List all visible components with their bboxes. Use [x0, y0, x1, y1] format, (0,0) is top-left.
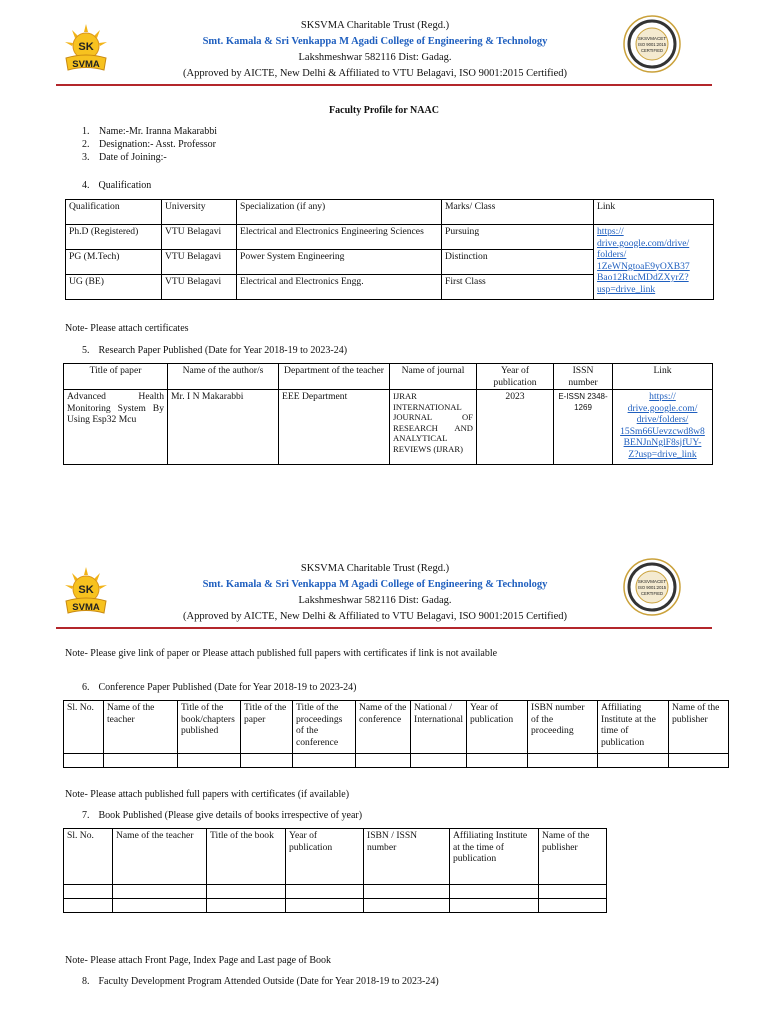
paper-link-cell[interactable]	[613, 390, 713, 465]
table-row	[64, 885, 607, 899]
research-table	[63, 363, 713, 465]
col-author: Name of the author/s	[168, 364, 279, 390]
qualification-heading: 4. Qualification	[82, 180, 152, 191]
note-full-papers: Note- Please attach published full papers with certificates (if available)	[65, 789, 350, 800]
note-book-pages: Note- Please attach Front Page, Index Page and Last page of Book	[65, 955, 332, 966]
col-year: Year of publication	[477, 364, 554, 390]
table-row	[64, 390, 713, 465]
col-title: Title of paper	[64, 364, 168, 390]
trust-name: SKSVMA Charitable Trust (Regd.)	[300, 563, 450, 574]
iso-seal-icon	[622, 14, 682, 74]
paper-title: Advanced Health Monitoring System By Using Esp32 Mcu	[64, 390, 168, 465]
approval-line: (Approved by AICTE, New Delhi & Affiliated to VTU Belagavi, ISO 9001:2015 Certified)	[183, 611, 567, 622]
paper-author: Mr. I N Makarabbi	[168, 390, 279, 465]
col-link: Link	[613, 364, 713, 390]
drive-link[interactable]: https:// drive.google.com/drive/ folders/ 1ZeWNgtoaE9yOXB37 Bao12RucMDdZXyrZ? usp=drive_link	[597, 226, 690, 295]
col-issn: ISSN number	[554, 364, 613, 390]
header-divider	[56, 627, 712, 629]
college-logo-icon	[62, 565, 110, 617]
svg-text:CERTIFIED: CERTIFIED	[640, 591, 664, 596]
svg-text:SVMA: SVMA	[72, 602, 100, 613]
paper-drive-link[interactable]: https:// drive.google.com/ drive/folders/ 15Sm66Uevzcwd8w8 BENJnNglF8sjfUY- Z?usp=drive_link	[620, 391, 705, 460]
table-row: PG (M.Tech) VTU Belagavi Power System Engineering Distinction	[66, 250, 714, 275]
profile-joining: Date of Joining:-	[99, 152, 167, 163]
college-address: Lakshmeshwar 582116 Dist: Gadag.	[298, 52, 452, 63]
book-table: Sl. No. Name of the teacher Title of the book Year of publication ISBN / ISSN number Affiliating Institute at the time of publication Name of the publisher	[63, 828, 607, 913]
table-row	[64, 899, 607, 913]
col-specialization: Specialization (if any)	[237, 200, 442, 225]
logo-top-text: SK	[78, 41, 94, 53]
paper-journal: IJRAR INTERNATIONAL JOURNAL OF RESEARCH AND ANALYTICAL REVIEWS (IJRAR)	[390, 390, 477, 465]
conference-table: Sl. No. Name of the teacher Title of the book/chapters published Title of the paper Title of the proceedings of the conference Name of the conference National / International Year of publication ISBN number of the proceeding Affiliating Institute at the time of publication Name of the publisher	[63, 700, 729, 768]
research-heading: 5. Research Paper Published (Date for Year 2018-19 to 2023-24)	[82, 345, 348, 356]
paper-issn: E-ISSN 2348-1269	[554, 390, 613, 465]
logo-bottom-text: SVMA	[72, 59, 100, 70]
trust-name: SKSVMA Charitable Trust (Regd.)	[300, 20, 450, 31]
seal-line-3: CERTIFIED	[640, 48, 664, 53]
seal-line-2: ISO 9001:2015	[637, 42, 667, 47]
doc-title: Faculty Profile for NAAC	[329, 105, 439, 116]
col-journal: Name of journal	[390, 364, 477, 390]
svg-text:SKSVMACET: SKSVMACET	[637, 579, 667, 584]
college-name: Smt. Kamala & Sri Venkappa M Agadi College of Engineering & Technology	[202, 36, 548, 47]
profile-name: Name:-Mr. Iranna Makarabbi	[99, 126, 218, 137]
college-logo-icon	[62, 22, 110, 74]
fdp-heading: 8. Faculty Development Program Attended Outside (Date for Year 2018-19 to 2023-24)	[82, 976, 439, 987]
seal-line-1: SKSVMACET	[637, 36, 667, 41]
college-address: Lakshmeshwar 582116 Dist: Gadag.	[298, 595, 452, 606]
col-department: Department of the teacher	[279, 364, 390, 390]
svg-text:ISO 9001:2015: ISO 9001:2015	[637, 585, 667, 590]
col-marks: Marks/ Class	[442, 200, 594, 225]
svg-text:SK: SK	[78, 584, 94, 596]
paper-department: EEE Department	[279, 390, 390, 465]
iso-seal-icon	[622, 557, 682, 617]
qualification-table	[65, 199, 714, 300]
note-certificates: Note- Please attach certificates	[65, 323, 189, 334]
col-link: Link	[594, 200, 714, 225]
table-row	[64, 754, 729, 768]
note-paper-link: Note- Please give link of paper or Please attach published full papers with certificates if link is not available	[65, 648, 498, 659]
books-heading: 7. Book Published (Please give details of books irrespective of year)	[82, 810, 363, 821]
college-name: Smt. Kamala & Sri Venkappa M Agadi College of Engineering & Technology	[202, 579, 548, 590]
header-divider	[56, 84, 712, 86]
profile-list: 1. Name:-Mr. Iranna Makarabbi 2. Designation:- Asst. Professor 3. Date of Joining:-	[82, 126, 218, 163]
conference-heading: 6. Conference Paper Published (Date for Year 2018-19 to 2023-24)	[82, 682, 357, 693]
table-row: Ph.D (Registered) VTU Belagavi Electrical and Electronics Engineering Sciences Pursuing https:// drive.google.com/drive/ folders/ 1ZeWNgtoaE9yOXB37 Bao12RucMDdZXyrZ? usp=drive_link	[66, 225, 714, 250]
approval-line: (Approved by AICTE, New Delhi & Affiliated to VTU Belagavi, ISO 9001:2015 Certified)	[183, 68, 567, 79]
qualification-drive-link[interactable]	[594, 225, 714, 300]
paper-year: 2023	[477, 390, 554, 465]
table-row: UG (BE) VTU Belagavi Electrical and Electronics Engg. First Class	[66, 275, 714, 300]
col-qualification: Qualification	[66, 200, 162, 225]
profile-designation: Designation:- Asst. Professor	[99, 139, 216, 150]
col-university: University	[162, 200, 237, 225]
